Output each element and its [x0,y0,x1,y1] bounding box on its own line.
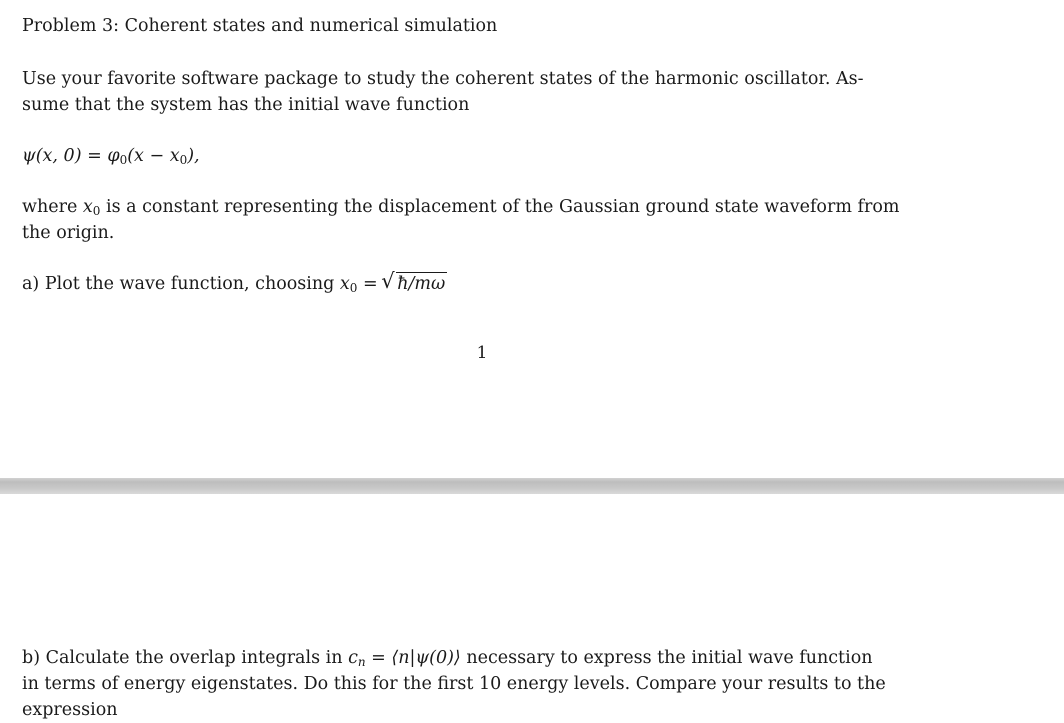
problem-title: Problem 3: Coherent states and numerical simulation [22,16,498,36]
phi-symbol: φ [107,146,120,166]
part-b: b) Calculate the overlap integrals in $c_n$ = ⟨n|ψ(0)⟩ necessary to express the initial wave function in terms of energy eigenstates. Do this for the first 10 energy levels. Compare your results to the expression [22,648,886,720]
page-separator [0,478,1064,494]
initial-wavefunction-equation: ψ(x, $0) = \varphi_0(x - x_0)$, [22,146,200,167]
x0-variable: x [82,197,93,217]
part-a: a) Plot the wave function, choosing $x_0$ = √ ħ/mω [22,271,942,297]
part-b-line-2: in terms of energy eigenstates. Do this for the first 10 energy levels. Compare your results to the [22,674,886,694]
intro-paragraph [22,66,942,118]
where-line-2: the origin. [22,223,115,243]
psi-symbol: ψ [22,146,36,166]
document-page-2 [0,494,1064,720]
where-paragraph: where $x_0$ is a constant representing the displacement of the Gaussian ground state waveform from the origin. [22,197,900,243]
overlap-bracket: ⟨n|ψ(0)⟩ [391,648,461,668]
square-root: √ ħ/mω [383,271,447,297]
page-number: 1 [476,343,488,363]
intro-line-2: sume that the system has the initial wave function [22,95,470,115]
part-b-line-3: expression [22,700,118,720]
intro-line-1: Use your favorite software package to study the coherent states of the harmonic oscillator. As- [22,69,864,89]
